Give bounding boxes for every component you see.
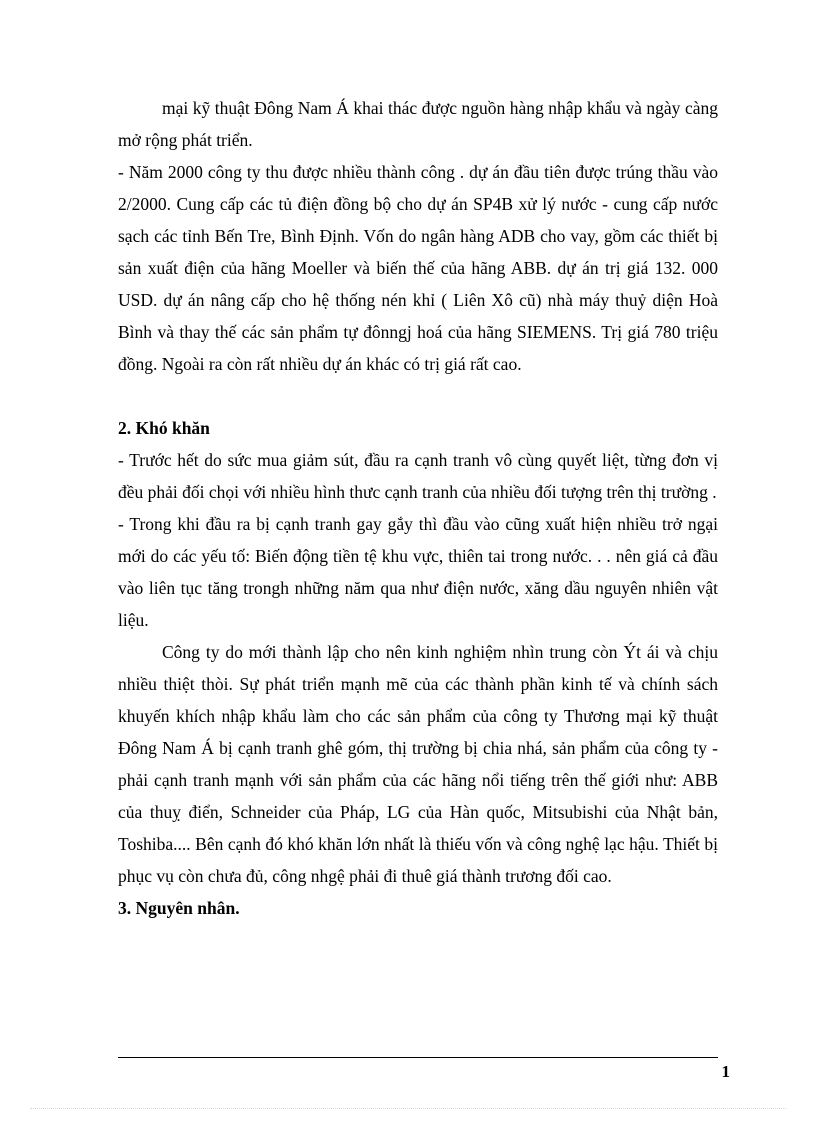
- paragraph-company: Công ty do mới thành lập cho nên kinh nghiệm nhìn trung còn Ýt ái và chịu nhiều thiệt thòi. Sự phát triển mạnh mẽ của các thành phần kinh tế và chính sách khuyến khích nhập khẩu làm cho các sản phẩm của công ty Thương mại kỹ thuật Đông Nam Á bị cạnh tranh ghê góm, thị trường bị chia nhá, sản phẩm của công ty - phải cạnh tranh mạnh với sản phẩm của các hãng nổi tiếng trên thế giới như: ABB của thuỵ điển, Schneider của Pháp, LG của Hàn quốc, Mitsubishi của Nhật bản, Toshiba.... Bên cạnh đó khó khăn lớn nhất là thiếu vốn và công nghệ lạc hậu. Thiết bị phục vụ còn chưa đủ, công nhgệ phải đi thuê giá thành trương đối cao.: [118, 642, 718, 886]
- section-heading-causes: 3. Nguyên nhân.: [118, 898, 240, 918]
- section-heading-difficulties: 2. Khó khăn: [118, 418, 210, 438]
- paragraph-year-2000: - Năm 2000 công ty thu được nhiều thành công . dự án đầu tiên được trúng thầu vào 2/2000. Cung cấp các tủ điện đồng bộ cho dự án SP4B xử lý nước - cung cấp nước sạch các tỉnh Bến Tre, Bình Định. Vốn do ngân hàng ADB cho vay, gồm các thiết bị sản xuất điện của hãng Moeller và biến thế của hãng ABB. dự án trị giá 132. 000 USD. dự án nâng cấp cho hệ thống nén khỉ ( Liên Xô cũ) nhà máy thuỷ diện Hoà Bình và thay thế các sản phẩm tự đônngj hoá của hãng SIEMENS. Trị giá 780 triệu đồng. Ngoài ra còn rất nhiều dự án khác có trị giá rất cao.: [118, 162, 718, 374]
- footer-divider: [118, 1057, 718, 1058]
- page-number: 1: [721, 1062, 730, 1081]
- page-bottom-border: [30, 1108, 786, 1109]
- paragraph-demand: - Trước hết do sức mua giảm sút, đầu ra cạnh tranh vô cùng quyết liệt, từng đơn vị đều phải đối chọi với nhiều hình thưc cạnh tranh của nhiều đối tượng trên thị trường .: [118, 450, 718, 502]
- spacer: [118, 380, 718, 412]
- body-text: [118, 92, 718, 924]
- paragraph-inputs: - Trong khi đầu ra bị cạnh tranh gay gắy thì đầu vào cũng xuất hiện nhiều trở ngại mới do các yếu tố: Biến động tiền tệ khu vực, thiên tai trong nước. . . nên giá cả đầu vào liên tục tăng trongh những năm qua như điện nước, xăng dầu nguyên nhiên vật liệu.: [118, 514, 718, 630]
- paragraph-intro-continuation: mại kỹ thuật Đông Nam Á khai thác được nguồn hàng nhập khẩu và ngày càng mở rộng phát triển.: [118, 98, 718, 150]
